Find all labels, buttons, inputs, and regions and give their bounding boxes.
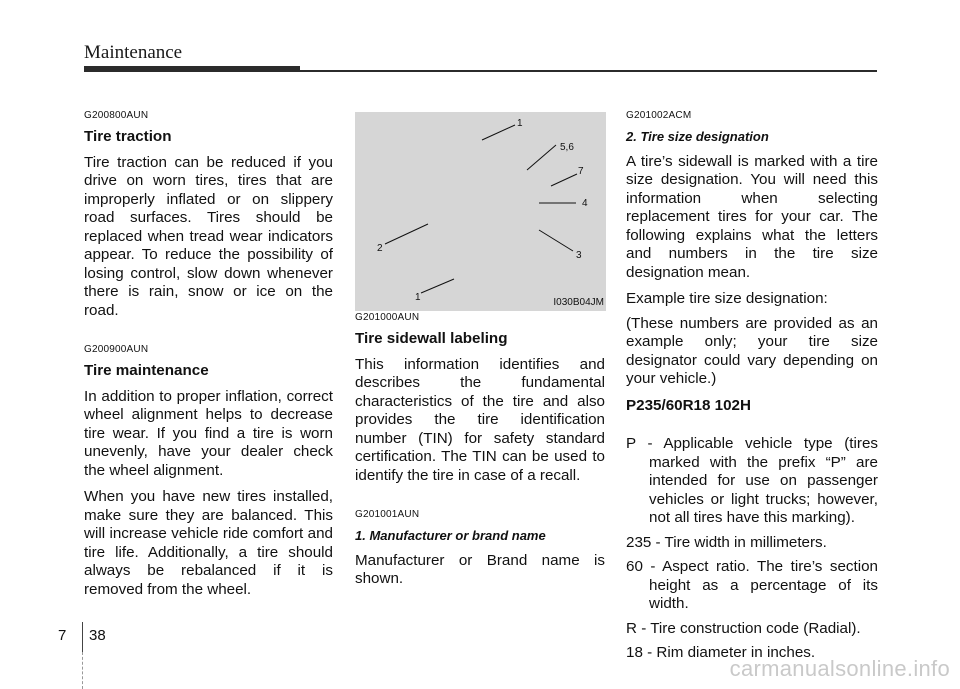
paragraph: A tire’s sidewall is marked with a tire size designation. You will need this information when selecting replacement tires for your car. The following explains what the letters and numbers in the tire size designation mean. xyxy=(626,152,878,281)
paragraph: This information identifies and describes the fundamental characteristics of the tire and also provides the tire identification number (TIN) for safety standard certification. The TIN can be used to identify the tire in case of a recall. xyxy=(355,355,605,484)
section-heading-tire-sidewall-labeling: Tire sidewall labeling xyxy=(355,330,508,347)
callout-line xyxy=(421,279,454,293)
callout-line xyxy=(551,174,577,186)
callout-label: 5,6 xyxy=(560,142,574,153)
subheading-tire-size: 2. Tire size designation xyxy=(626,129,769,144)
callout-label: 4 xyxy=(582,198,588,209)
watermark: carmanualsonline.info xyxy=(729,656,950,681)
callout-label: 3 xyxy=(576,250,582,261)
tire-sidewall-figure xyxy=(355,112,606,311)
size-item: R - Tire construction code (Radial). xyxy=(626,619,861,637)
size-item: 235 - Tire width in millimeters. xyxy=(626,533,827,551)
subheading-manufacturer: 1. Manufacturer or brand name xyxy=(355,528,546,543)
callout-line xyxy=(539,230,573,251)
paragraph: In addition to proper inflation, correct wheel alignment helps to decrease tire wear. If you find a tire is worn unevenly, have your dealer check the wheel alignment. xyxy=(84,387,333,479)
section-heading-tire-maintenance: Tire maintenance xyxy=(84,362,209,379)
section-code: G200900AUN xyxy=(84,344,149,355)
callout-line xyxy=(385,224,428,244)
section-code: G201000AUN xyxy=(355,312,420,323)
footer-section-number: 7 xyxy=(58,627,67,644)
footer-dashed-line xyxy=(82,652,83,689)
example-note: (These numbers are provided as an example only; your tire size designator could vary depending on your vehicle.) xyxy=(626,314,878,387)
section-code: G200800AUN xyxy=(84,110,149,121)
callout-line xyxy=(527,145,556,170)
header-rule-thin xyxy=(300,70,877,72)
callout-label: 2 xyxy=(377,243,383,254)
callout-label: 1 xyxy=(517,118,523,129)
example-label: Example tire size designation: xyxy=(626,290,828,307)
section-code: G201001AUN xyxy=(355,509,420,520)
figure-id: I030B04JM xyxy=(553,297,604,308)
tire-size-example: P235/60R18 102H xyxy=(626,396,751,414)
page-header-title: Maintenance xyxy=(84,42,183,63)
middle-column xyxy=(355,312,605,597)
callout-label: 7 xyxy=(578,166,584,177)
footer-divider xyxy=(82,622,83,652)
size-item: 18 - Rim diameter in inches. xyxy=(626,644,816,661)
paragraph: Tire traction can be reduced if you drive on worn tires, tires that are improperly inflated or on slippery road surfaces. Tires should be replaced when tread wear indicators appear. To reduce the possibility of losing control, slow down whenever there is rain, snow or ice on the road. xyxy=(84,153,333,319)
callout-label: 1 xyxy=(415,292,421,303)
section-heading-tire-traction: Tire traction xyxy=(84,128,172,145)
size-item: P - Applicable vehicle type (tires marked with the prefix “P” are intended for use on passenger vehicles or light trucks; however, not all tires have this marking). xyxy=(626,435,878,526)
callout-line xyxy=(482,125,515,140)
section-code: G201002ACM xyxy=(626,110,692,121)
paragraph: When you have new tires installed, make sure they are balanced. This will increase vehicle ride comfort and tire life. Additionally, a tire should always be rebalanced if it is removed from the wheel. xyxy=(84,488,333,598)
size-item: 60 - Aspect ratio. The tire’s section height as a percentage of its width. xyxy=(626,558,878,612)
left-column xyxy=(84,110,333,607)
paragraph: Manufacturer or Brand name is shown. xyxy=(355,551,605,587)
footer-page-number: 38 xyxy=(89,627,106,644)
header-rule-thick xyxy=(84,66,300,72)
right-column xyxy=(626,110,878,669)
